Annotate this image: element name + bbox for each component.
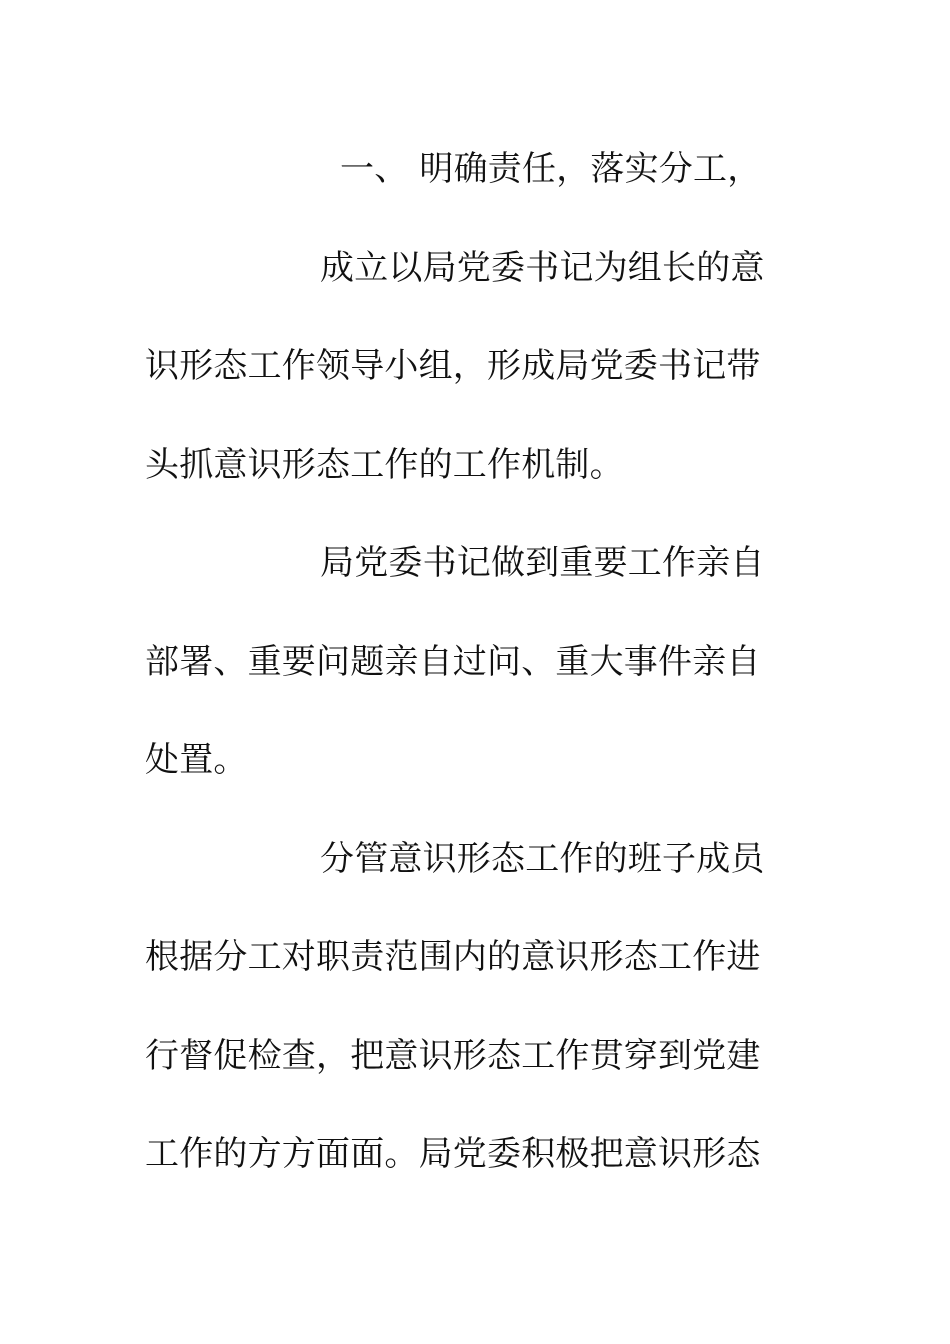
paragraph-1-line-3: 头抓意识形态工作的工作机制。 — [145, 444, 624, 485]
paragraph-2-line-2: 部署、重要问题亲自过问、重大事件亲自 — [145, 641, 761, 682]
paragraph-2-line-1: 局党委书记做到重要工作亲自 — [320, 543, 765, 583]
paragraph-1-line-2: 识形态工作领导小组，形成局党委书记带 — [145, 346, 761, 386]
paragraph-1-line-1: 成立以局党委书记为组长的意 — [320, 247, 765, 288]
document-body — [145, 120, 777, 1204]
paragraph-3-line-4: 工作的方方面面。局党委积极把意识形态 — [145, 1134, 761, 1174]
paragraph-3-line-1: 分管意识形态工作的班子成员 — [320, 838, 765, 879]
paragraph-3-line-3: 行督促检查，把意识形态工作贯穿到党建 — [145, 1035, 761, 1076]
section-heading: 一、 明确责任，落实分工， — [340, 149, 762, 189]
paragraph-3-line-2: 根据分工对职责范围内的意识形态工作进 — [145, 937, 761, 977]
paragraph-2-line-3: 处置。 — [145, 740, 248, 780]
